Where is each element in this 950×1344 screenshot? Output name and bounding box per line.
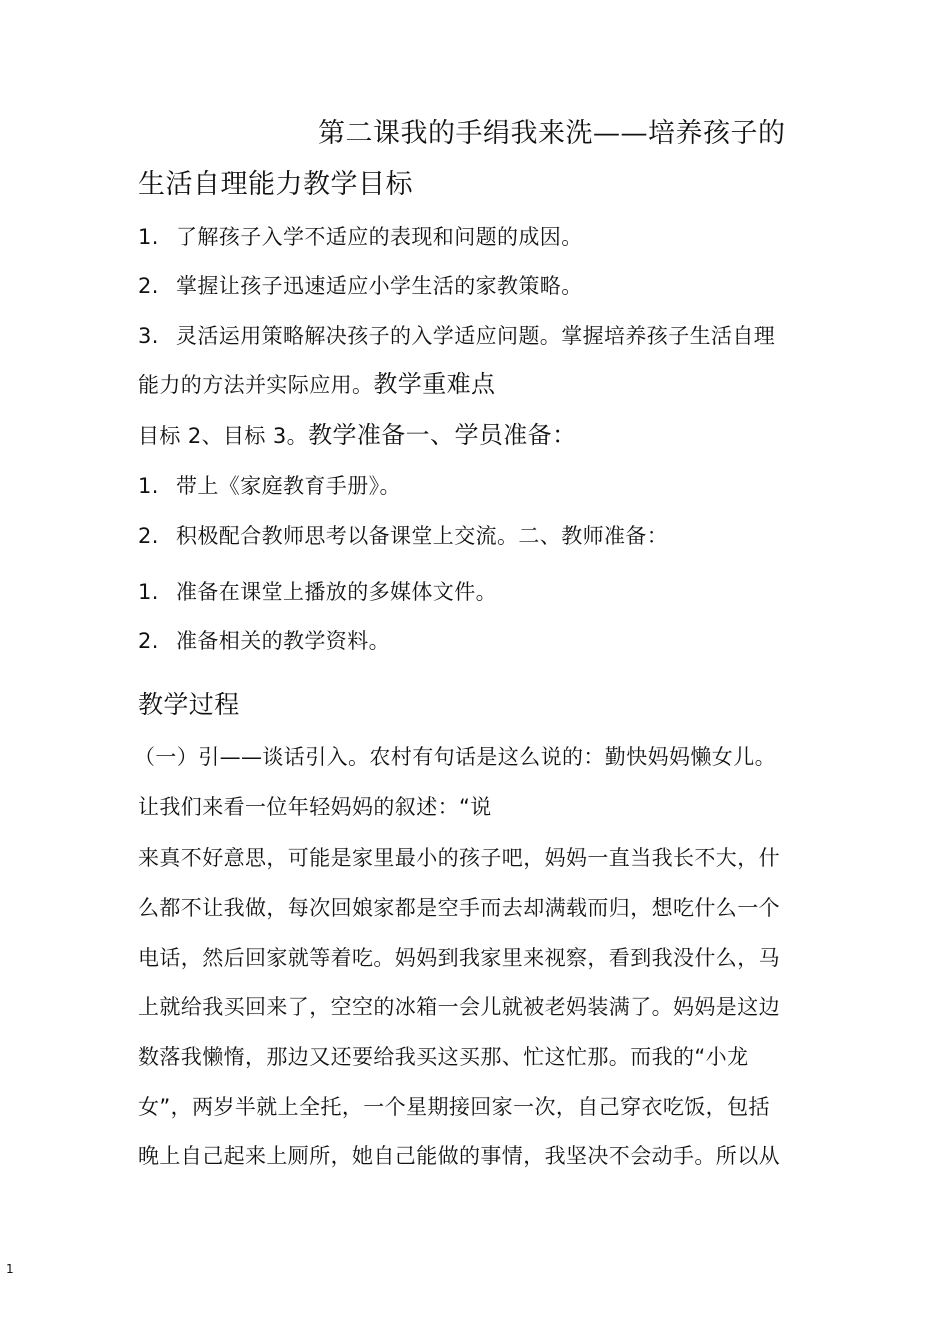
objective-item: [138, 321, 775, 351]
title-line-2: 生活自理能力教学目标: [138, 169, 413, 200]
list-text: 积极配合教师思考以备课堂上交流。二、教师准备：: [176, 524, 669, 548]
student-prep-item: [138, 521, 668, 551]
body-line: 女”，两岁半就上全托，一个星期接回家一次，自己穿衣吃饭，包括: [138, 1095, 770, 1119]
body-line: 来真不好意思，可能是家里最小的孩子吧，妈妈一直当我长不大，什: [138, 846, 780, 870]
list-number: 2.: [138, 629, 159, 653]
objective-item-continued: [138, 369, 495, 400]
list-text: 了解孩子入学不适应的表现和问题的成因。: [176, 225, 583, 249]
body-line: 数落我懒惰，那边又还要给我买这买那、忙这忙那。而我的“小龙: [138, 1045, 749, 1069]
body-line: 让我们来看一位年轻妈妈的叙述：“说: [138, 795, 492, 819]
list-text: 掌握让孩子迅速适应小学生活的家教策略。: [176, 274, 583, 298]
section-heading: 教学重难点: [373, 370, 496, 398]
objective-item: [138, 271, 583, 301]
student-prep-item: [138, 471, 401, 501]
body-line: 上就给我买回来了，空空的冰箱一会儿就被老妈装满了。妈妈是这边: [138, 995, 780, 1019]
list-text: 能力的方法并实际应用。: [138, 373, 374, 397]
body-line: 晚上自己起来上厕所，她自己能做的事情，我坚决不会动手。所以从: [138, 1144, 780, 1168]
teacher-prep-item: [138, 626, 390, 656]
title-line-1: 第二课我的手绢我来洗——培养孩子的: [318, 118, 786, 149]
teacher-prep-item: [138, 577, 497, 607]
goals-reference: 目标 2、目标 3。: [138, 424, 309, 448]
section-heading: 教学准备一、学员准备：: [308, 421, 577, 449]
list-number: 1.: [138, 225, 159, 249]
objective-item: [138, 222, 583, 252]
page-number: 1: [6, 1262, 14, 1276]
list-text: 灵活运用策略解决孩子的入学适应问题。掌握培养孩子生活自理: [176, 324, 776, 348]
list-text: 准备相关的教学资料。: [176, 629, 390, 653]
goals-line: [138, 420, 576, 451]
list-number: 2.: [138, 524, 159, 548]
body-line: （一）引——谈话引入。农村有句话是这么说的：勤快妈妈懒女儿。: [134, 745, 776, 769]
section-heading: 教学过程: [138, 690, 240, 719]
list-number: 1.: [138, 580, 159, 604]
list-number: 1.: [138, 474, 159, 498]
list-number: 3.: [138, 324, 159, 348]
list-text: 带上《家庭教育手册》。: [176, 474, 401, 498]
body-line: 么都不让我做，每次回娘家都是空手而去却满载而归，想吃什么一个: [138, 896, 780, 920]
list-text: 准备在课堂上播放的多媒体文件。: [176, 580, 497, 604]
body-line: 电话，然后回家就等着吃。妈妈到我家里来视察，看到我没什么，马: [138, 946, 780, 970]
list-number: 2.: [138, 274, 159, 298]
